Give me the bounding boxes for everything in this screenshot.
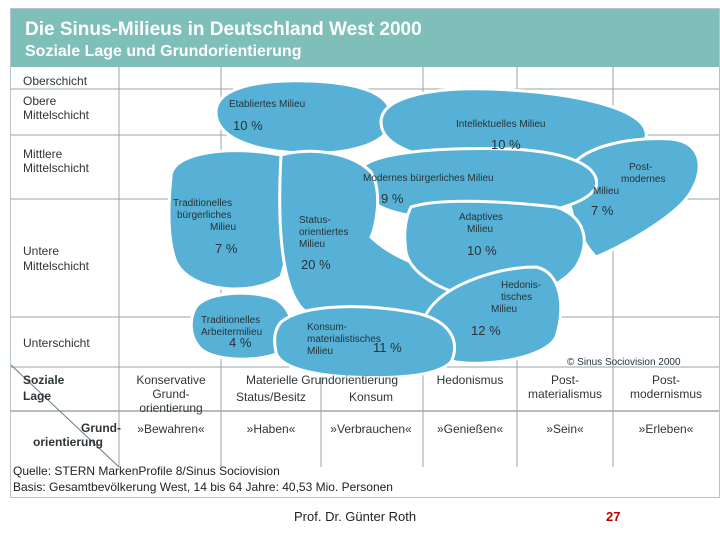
page-subtitle: Soziale Lage und Grundorientierung bbox=[25, 43, 302, 60]
konsum-pct: 11 % bbox=[373, 340, 402, 355]
konsum-label-2: materialistisches bbox=[307, 334, 381, 345]
trad-buergerliches-label-2: bürgerliches bbox=[177, 210, 232, 221]
adaptives-label-2: Milieu bbox=[467, 224, 494, 235]
footer-author: Prof. Dr. Günter Roth bbox=[294, 509, 417, 524]
status-pct: 20 % bbox=[301, 257, 331, 272]
col-hedonismus-heading: Hedonismus bbox=[436, 373, 504, 387]
postmodernes-pct: 7 % bbox=[591, 203, 614, 218]
col-postmodernismus-heading: Post- modernismus bbox=[629, 373, 703, 401]
hedonistisches-label-2: tisches bbox=[501, 292, 533, 303]
row-obere-mittelschicht-2: Mittelschicht bbox=[23, 108, 90, 122]
col-erleben-value: »Erleben« bbox=[638, 422, 694, 436]
col-sein-value: »Sein« bbox=[546, 422, 584, 436]
etabliertes-pct: 10 % bbox=[233, 118, 263, 133]
konsum-label-1: Konsum- bbox=[307, 322, 348, 333]
grundorientierung-label-1: Grund- bbox=[81, 421, 121, 435]
row-untere-mittelschicht-2: Mittelschicht bbox=[23, 259, 90, 273]
row-oberschicht: Oberschicht bbox=[23, 74, 88, 88]
col-verbrauchen-value: »Verbrauchen« bbox=[330, 422, 412, 436]
intellektuelles-label: Intellektuelles Milieu bbox=[456, 119, 546, 130]
row-unterschicht: Unterschicht bbox=[23, 336, 90, 350]
row-mittlere-mittelschicht-1: Mittlere bbox=[23, 147, 63, 161]
slide-frame bbox=[10, 8, 720, 498]
trad-buergerliches-pct: 7 % bbox=[215, 241, 238, 256]
milieu-map bbox=[11, 67, 719, 467]
intellektuelles-pct: 10 % bbox=[491, 137, 521, 152]
hedonistisches-label-1: Hedonis- bbox=[501, 280, 542, 291]
postmodernes-label-1: Post- bbox=[629, 162, 653, 173]
soziale-lage-label-1: Soziale bbox=[23, 373, 65, 387]
modernes-pct: 9 % bbox=[381, 191, 404, 206]
page-number: 27 bbox=[606, 509, 621, 524]
page-title: Die Sinus-Milieus in Deutschland West 2000 bbox=[25, 19, 422, 40]
title-banner bbox=[11, 9, 719, 67]
col-konservative-heading: Konservative Grund- orientierung bbox=[136, 373, 206, 415]
adaptives-label-1: Adaptives bbox=[459, 212, 503, 223]
col-postmaterialismus-heading: Post- materialismus bbox=[527, 373, 602, 401]
trad-buergerliches-label-1: Traditionelles bbox=[173, 198, 233, 209]
modernes-label: Modernes bürgerliches Milieu bbox=[363, 173, 494, 184]
source-line-2: Basis: Gesamtbevölkerung West, 14 bis 64 Jahre: 40,53 Mio. Personen bbox=[13, 480, 393, 494]
col-materielle-heading: Materielle Grundorientierung bbox=[245, 373, 399, 387]
col-haben-value: »Haben« bbox=[246, 422, 296, 436]
hedonistisches-pct: 12 % bbox=[471, 323, 501, 338]
source-line-1: Quelle: STERN MarkenProfile 8/Sinus Sociovision bbox=[13, 464, 280, 478]
row-mittlere-mittelschicht-2: Mittelschicht bbox=[23, 161, 90, 175]
trad-arbeiter-pct: 4 % bbox=[229, 335, 252, 350]
hedonistisches-label-3: Milieu bbox=[491, 304, 518, 315]
status-label-2: orientiertes bbox=[299, 227, 349, 238]
col-konsum: Konsum bbox=[348, 390, 394, 404]
adaptives-pct: 10 % bbox=[467, 243, 497, 258]
trad-buergerliches-label-3: Milieu bbox=[210, 222, 237, 233]
status-label-1: Status- bbox=[299, 215, 331, 226]
grundorientierung-label-2: orientierung bbox=[33, 435, 104, 449]
konsum-label-3: Milieu bbox=[307, 346, 334, 357]
col-status-besitz: Status/Besitz bbox=[235, 390, 307, 404]
copyright-label: © Sinus Sociovision 2000 bbox=[567, 357, 681, 368]
trad-arbeiter-label-1: Traditionelles bbox=[201, 315, 261, 326]
etabliertes-label: Etabliertes Milieu bbox=[229, 99, 306, 110]
row-untere-mittelschicht-1: Untere bbox=[23, 244, 60, 258]
col-geniessen-value: »Genießen« bbox=[436, 422, 504, 436]
trad-arbeiter-label-2: Arbeitermilieu bbox=[201, 327, 263, 338]
col-konservative-value: »Bewahren« bbox=[137, 422, 205, 436]
row-obere-mittelschicht-1: Obere bbox=[23, 94, 57, 108]
blob-etabliertes bbox=[216, 81, 391, 154]
status-label-3: Milieu bbox=[299, 239, 326, 250]
postmodernes-label-3: Milieu bbox=[593, 186, 620, 197]
soziale-lage-label-2: Lage bbox=[23, 389, 52, 403]
postmodernes-label-2: modernes bbox=[621, 174, 666, 185]
